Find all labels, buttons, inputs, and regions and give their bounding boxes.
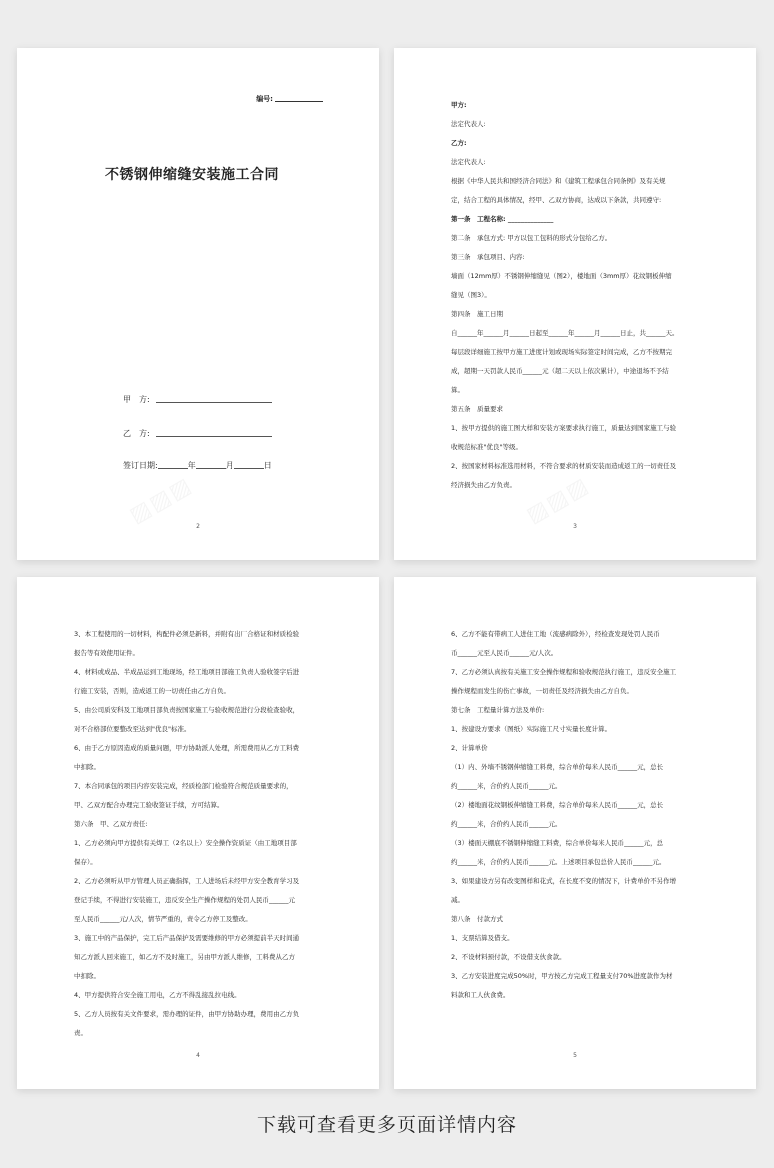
page-content bbox=[74, 625, 327, 1043]
text-line: 对不合格部位要整改至达到"优良"标准。 bbox=[74, 725, 191, 733]
text-line: 中扣除。 bbox=[74, 763, 100, 771]
text-line: 3、乙方安装进度完成50%时，甲方按乙方完成工程量支付70%进度款作为材 bbox=[451, 972, 673, 980]
text-line: 成，超期一天罚款人民币______元（超二天以上依次累计），中途退场不予结 bbox=[451, 367, 669, 375]
text-line: 操作规程而发生的伤亡事故，一切责任及经济损失由乙方自负。 bbox=[451, 687, 633, 695]
page-number: 5 bbox=[573, 1052, 577, 1059]
text-line: 4、材料或成品、半成品运到工地现场，经工地项目部施工负责人验收签字后进 bbox=[74, 668, 300, 676]
contract-title: 不锈钢伸缩缝安装施工合同 bbox=[105, 167, 279, 183]
text-line: 算。 bbox=[451, 386, 464, 394]
text-line: 第五条 质量要求 bbox=[451, 405, 503, 413]
text-line: 登记手续，不得进行安装施工，违反安全生产操作规程的处罚人民币______元 bbox=[74, 896, 295, 904]
text-line: 墙面（12mm厚）不锈钢伸缩缝见（图2），楼地面（3mm厚）花纹钢板伸缩 bbox=[451, 272, 672, 280]
text-line: 定，结合工程的具体情况，经甲、乙双方协商，达成以下条款，共同遵守: bbox=[451, 196, 662, 204]
party-a-line bbox=[123, 394, 272, 405]
year-label: 年 bbox=[187, 461, 196, 470]
page-number: 4 bbox=[196, 1052, 200, 1059]
text-line: 7、乙方必须认真按有关施工安全操作规程和验收规范执行施工，违反安全施工 bbox=[451, 668, 677, 676]
party-a-label: 甲 方: bbox=[123, 395, 150, 404]
text-line: 1、支票结算及借支。 bbox=[451, 934, 514, 942]
document-page-cover bbox=[17, 48, 379, 560]
watermark bbox=[125, 473, 197, 529]
text-line: （3）楼面天棚底不锈钢伸缩缝工料费，综合单价每米人民币______元，总 bbox=[451, 839, 664, 847]
text-line: 责。 bbox=[74, 1029, 87, 1037]
text-line: 自______年______月______日起至______年______月______日止，共______天。 bbox=[451, 329, 679, 337]
text-line: （2）楼地面花纹钢板伸缩缝工料费，综合单价每米人民币______元，总长 bbox=[451, 801, 664, 809]
page-content bbox=[451, 625, 704, 1005]
text-line: 3、施工中的产品保护，完工后产品保护及需要维修的甲方必须提前半天时间通 bbox=[74, 934, 300, 942]
party-b-line bbox=[123, 428, 272, 439]
document-page-5 bbox=[394, 577, 756, 1089]
serial-number bbox=[256, 94, 323, 104]
text-line: 4、甲方提供符合安全施工用电，乙方不得乱接乱拉电线。 bbox=[74, 991, 241, 999]
text-line: 收规范标准"优良"等级。 bbox=[451, 443, 522, 451]
text-line: 6、乙方不能有带病工人进住工地（流感病除外），经检查发现处罚人民币 bbox=[451, 630, 660, 638]
page-number: 2 bbox=[196, 523, 200, 530]
month-label: 月 bbox=[225, 461, 234, 470]
download-more-prompt[interactable]: 下载可查看更多页面详情内容 bbox=[256, 1114, 517, 1136]
day-blank bbox=[234, 468, 264, 469]
sign-date-line bbox=[123, 460, 272, 471]
document-page-4 bbox=[17, 577, 379, 1089]
page-number: 3 bbox=[573, 523, 577, 530]
text-line: 每层段详细施工按甲方施工进度计划或现场实际签定时间完成，乙方不按期完 bbox=[451, 348, 672, 356]
text-line: 2、计算单价 bbox=[451, 744, 488, 752]
serial-blank bbox=[275, 101, 323, 102]
text-line: 第六条 甲、乙双方责任: bbox=[74, 820, 148, 828]
text-line: 知乙方派人回来施工，如乙方不及时施工，另由甲方派人维修，工料费从乙方 bbox=[74, 953, 295, 961]
text-line: （1）内、外墙不锈钢伸缩缝工料费，综合单价每米人民币______元，总长 bbox=[451, 763, 664, 771]
party-b-blank bbox=[156, 436, 272, 437]
text-line: 法定代表人: bbox=[451, 120, 486, 128]
text-line: 5、由公司质安科及工地项目部负责按国家施工与验收规范进行分段检查验收， bbox=[74, 706, 300, 714]
text-line: 缝见（图3）。 bbox=[451, 291, 491, 299]
text-line: 约______米，合价约人民币______元。上述项目承包总价人民币______元。 bbox=[451, 858, 666, 866]
party-b-label: 乙 方: bbox=[123, 429, 150, 438]
month-blank bbox=[196, 468, 226, 469]
text-line: 第一条 工程名称: ______________ bbox=[451, 215, 554, 223]
text-line: 约______米，合价约人民币______元。 bbox=[451, 782, 562, 790]
day-label: 日 bbox=[263, 461, 272, 470]
party-a-blank bbox=[156, 402, 272, 403]
text-line: 5、乙方人员按有关文件要求，需办理的证件，由甲方协助办理，费用由乙方负 bbox=[74, 1010, 300, 1018]
text-line: 第四条 施工日期 bbox=[451, 310, 503, 318]
text-line: 6、由于乙方原因造成的质量问题，甲方协助派人处理，所需费用从乙方工料费 bbox=[74, 744, 300, 752]
text-line: 3、本工程使用的一切材料，构配件必须是新料，并附有出厂合格证和材质检验 bbox=[74, 630, 300, 638]
text-line: 7、本合同承包的项目内容安装完成，经质检部门检验符合规范质量要求的， bbox=[74, 782, 293, 790]
text-line: 第八条 付款方式 bbox=[451, 915, 503, 923]
text-line: 乙方: bbox=[451, 139, 467, 147]
text-line: 1、乙方必须向甲方提供有关焊工（2名以上）安全操作资质证（由工地项目部 bbox=[74, 839, 297, 847]
year-blank bbox=[158, 468, 188, 469]
text-line: 行施工安装，否则，造成返工的一切责任由乙方自负。 bbox=[74, 687, 230, 695]
text-line: 约______米，合价约人民币______元。 bbox=[451, 820, 562, 828]
page-content bbox=[451, 96, 704, 495]
sign-date-label: 签订日期: bbox=[123, 461, 158, 470]
text-line: 法定代表人: bbox=[451, 158, 486, 166]
text-line: 减。 bbox=[451, 896, 464, 904]
text-line: 2、不设材料预付款，不设借支伙食款。 bbox=[451, 953, 566, 961]
text-line: 根据《中华人民共和国经济合同法》和《建筑工程承包合同条例》及有关规 bbox=[451, 177, 666, 185]
serial-label: 编号: bbox=[256, 95, 273, 103]
text-line: 2、按国家材料标准选用材料，不符合要求的材质安装而造成返工的一切责任及 bbox=[451, 462, 677, 470]
text-line: 保存）。 bbox=[74, 858, 97, 866]
text-line: 第七条 工程量计算方法及单价: bbox=[451, 706, 545, 714]
text-line: 中扣除。 bbox=[74, 972, 100, 980]
text-line: 3、如果建设方另有改变图样和花式，在长度不变的情况下，计费单价不另作增 bbox=[451, 877, 677, 885]
text-line: 1、按甲方提供的施工图大样和安装方案要求执行施工，质量达到国家施工与验 bbox=[451, 424, 677, 432]
text-line: 至人民币______元/人次，情节严重的，责令乙方停工及整改。 bbox=[74, 915, 252, 923]
text-line: 甲、乙双方配合办理完工验收签证手续，方可结算。 bbox=[74, 801, 224, 809]
text-line: 经济损失由乙方负责。 bbox=[451, 481, 516, 489]
text-line: 料款和工人伙食费。 bbox=[451, 991, 510, 999]
text-line: 第二条 承包方式: 甲方以包工包料的形式分包给乙方。 bbox=[451, 234, 612, 242]
text-line: 第三条 承包项目、内容: bbox=[451, 253, 525, 261]
text-line: 甲方: bbox=[451, 101, 467, 109]
text-line: 币______元至人民币______元/人次。 bbox=[451, 649, 558, 657]
text-line: 报告等有效使用证件。 bbox=[74, 649, 139, 657]
text-line: 1、按建设方要求（图纸）实际施工尺寸实量长度计算。 bbox=[451, 725, 612, 733]
document-page-3 bbox=[394, 48, 756, 560]
text-line: 2、乙方必须听从甲方管理人员正确指挥，工人进场后未经甲方安全教育学习及 bbox=[74, 877, 300, 885]
